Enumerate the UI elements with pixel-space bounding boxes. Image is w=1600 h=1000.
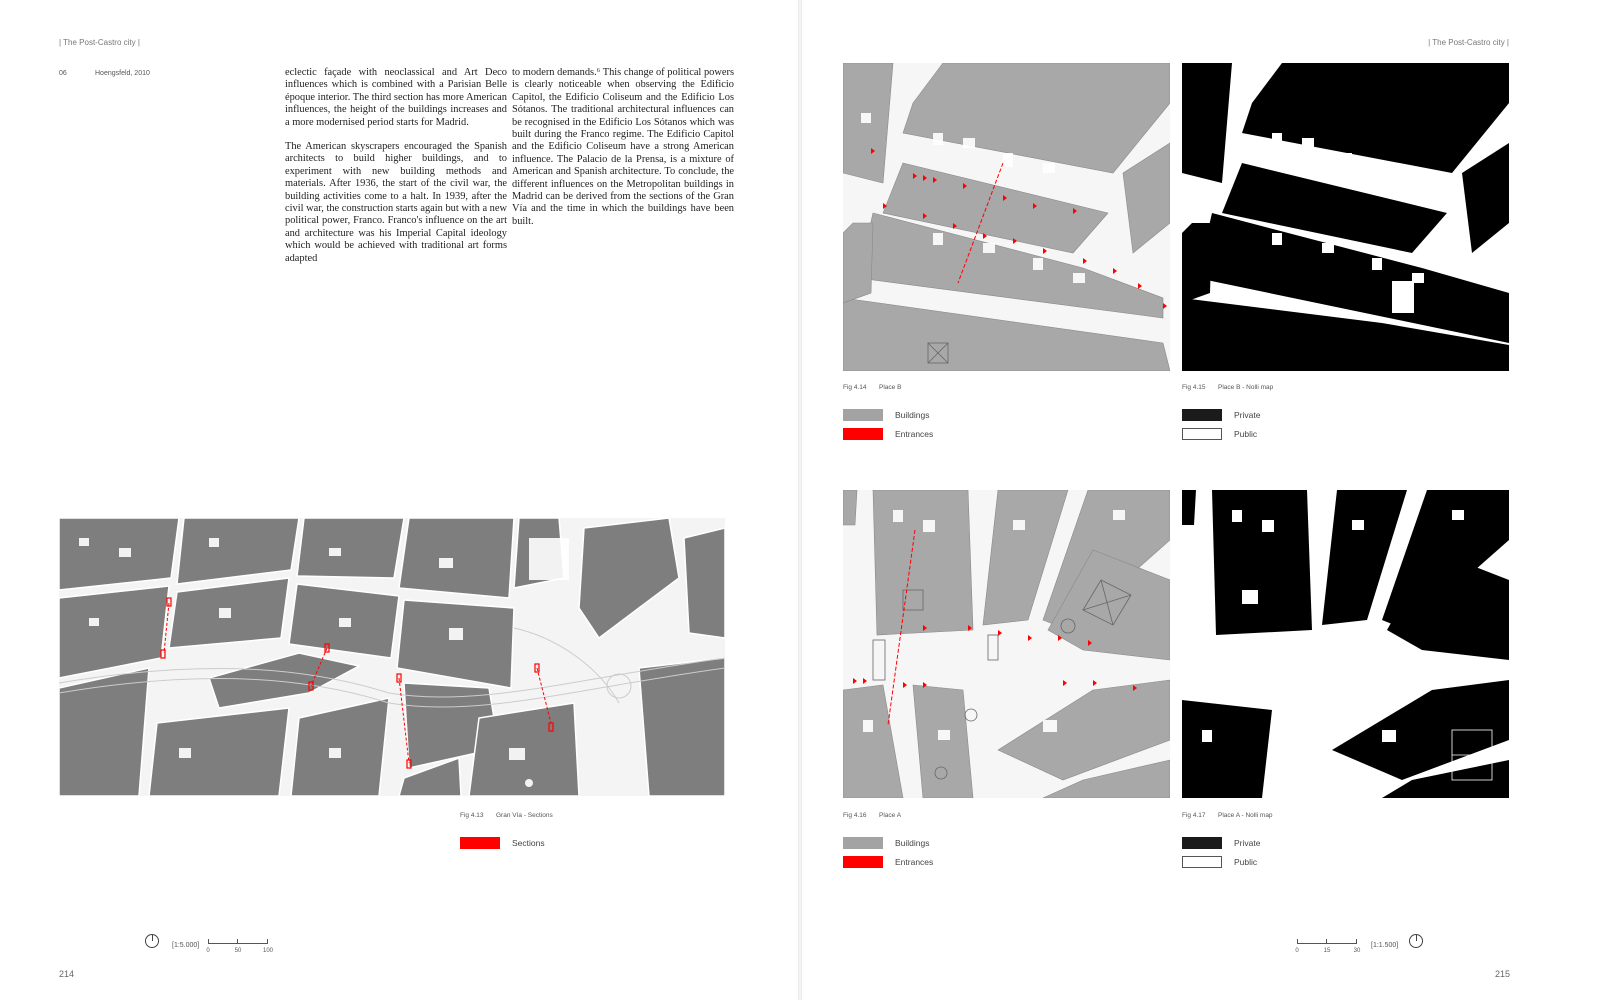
figure-number-4-13: Fig 4.13: [460, 812, 484, 819]
figure-title-4-15: Place B - Nolli map: [1218, 384, 1274, 391]
left-page: [0, 0, 798, 1000]
scale-label: 100: [262, 948, 274, 954]
figure-title-4-16: Place A: [879, 812, 902, 819]
public-label: Public: [1234, 429, 1258, 439]
north-arrow-icon: [145, 934, 159, 948]
legend-sections: [460, 837, 545, 849]
text-column-2: [512, 67, 734, 240]
private-swatch: [1182, 837, 1222, 849]
legend-private-b: [1182, 409, 1260, 421]
public-swatch: [1182, 856, 1222, 868]
figure-number-4-14: Fig 4.14: [843, 384, 867, 391]
gran-via-map: [59, 518, 725, 796]
footnote-text: Hoengsfeld, 2010: [95, 70, 150, 77]
private-label: Private: [1234, 838, 1261, 848]
legend-public-a: [1182, 856, 1257, 868]
sections-label: Sections: [512, 838, 545, 848]
entrances-swatch: [843, 856, 883, 868]
public-label: Public: [1234, 857, 1258, 867]
private-label: Private: [1234, 410, 1261, 420]
private-swatch: [1182, 409, 1222, 421]
figure-title-4-14: Place B: [879, 384, 902, 391]
paragraph: to modern demands.⁶ This change of political powers is clearly noticeable when observing the Edificio Capitol, the Edificio Coliseum and the Edificio Los Sótanos. The traditional architectural influences can be recognised in the Edificio Los Sótanos which was built during the Franco regime. The Edificio Capitol and the Edificio Coliseum have a strong American influence. The Palacio de la Prensa, is a mixture of American and Spanish architecture. To conclude, the different influences on the Metropolitan buildings in Madrid can be derived from the sections of the Gran Vía and the time in which the buildings have been built.: [512, 67, 734, 227]
place-a-map: [843, 490, 1170, 798]
footnote-number: 06: [59, 70, 67, 77]
figure-title-4-13: Gran Vía - Sections: [496, 812, 553, 819]
place-b-nolli-map: [1182, 63, 1509, 371]
legend-private-a: [1182, 837, 1260, 849]
figure-number-4-15: Fig 4.15: [1182, 384, 1206, 391]
public-swatch: [1182, 428, 1222, 440]
legend-entrances-b: [843, 428, 933, 440]
entrances-label: Entrances: [895, 857, 934, 867]
figure-number-4-17: Fig 4.17: [1182, 812, 1206, 819]
entrances-swatch: [843, 428, 883, 440]
buildings-label: Buildings: [895, 838, 930, 848]
north-arrow-icon: [1409, 934, 1423, 948]
legend-buildings-a: [843, 837, 930, 849]
scale-bar: [206, 939, 274, 959]
text-column-1: [285, 67, 507, 277]
scale-ratio: [1:5.000]: [172, 942, 200, 949]
legend-public-b: [1182, 428, 1257, 440]
place-b-map: [843, 63, 1170, 371]
buildings-swatch: [843, 409, 883, 421]
scale-label: 50: [234, 948, 242, 954]
buildings-swatch: [843, 837, 883, 849]
legend-buildings-b: [843, 409, 930, 421]
sections-swatch: [460, 837, 500, 849]
scale-bar: [1295, 939, 1361, 959]
legend-entrances-a: [843, 856, 933, 868]
figure-title-4-17: Place A - Nolli map: [1218, 812, 1273, 819]
page-number-left: 214: [59, 969, 75, 979]
place-a-nolli-map: [1182, 490, 1509, 798]
running-head-left: | The Post-Castro city |: [59, 38, 140, 47]
paragraph: The American skyscrapers encouraged the Spanish architects to build higher buildings, and to experiment with new building methods and materials. After 1936, the start of the civil war, the building activities come to a halt. In 1939, after the civil war, the construction starts again but with a new political power, Franco. Franco's influence on the art and architecture was his Imperial Capital ideology which would be achieved with traditional art forms adapted: [285, 141, 507, 264]
buildings-label: Buildings: [895, 410, 930, 420]
page-number-right: 215: [1495, 969, 1511, 979]
running-head-right: | The Post-Castro city |: [1428, 38, 1509, 47]
scale-label: 15: [1323, 948, 1331, 954]
scale-label: 30: [1353, 948, 1361, 954]
scale-label: 0: [206, 948, 210, 954]
scale-ratio: [1:1.500]: [1371, 942, 1399, 949]
figure-number-4-16: Fig 4.16: [843, 812, 867, 819]
right-page: [802, 0, 1600, 1000]
paragraph: eclectic façade with neoclassical and Art Deco influences which is combined with a Parisian Belle époque interior. The third section has more American influences, the height of the buildings increases and a more modernised period starts for Madrid.: [285, 67, 507, 128]
scale-label: 0: [1295, 948, 1299, 954]
entrances-label: Entrances: [895, 429, 934, 439]
